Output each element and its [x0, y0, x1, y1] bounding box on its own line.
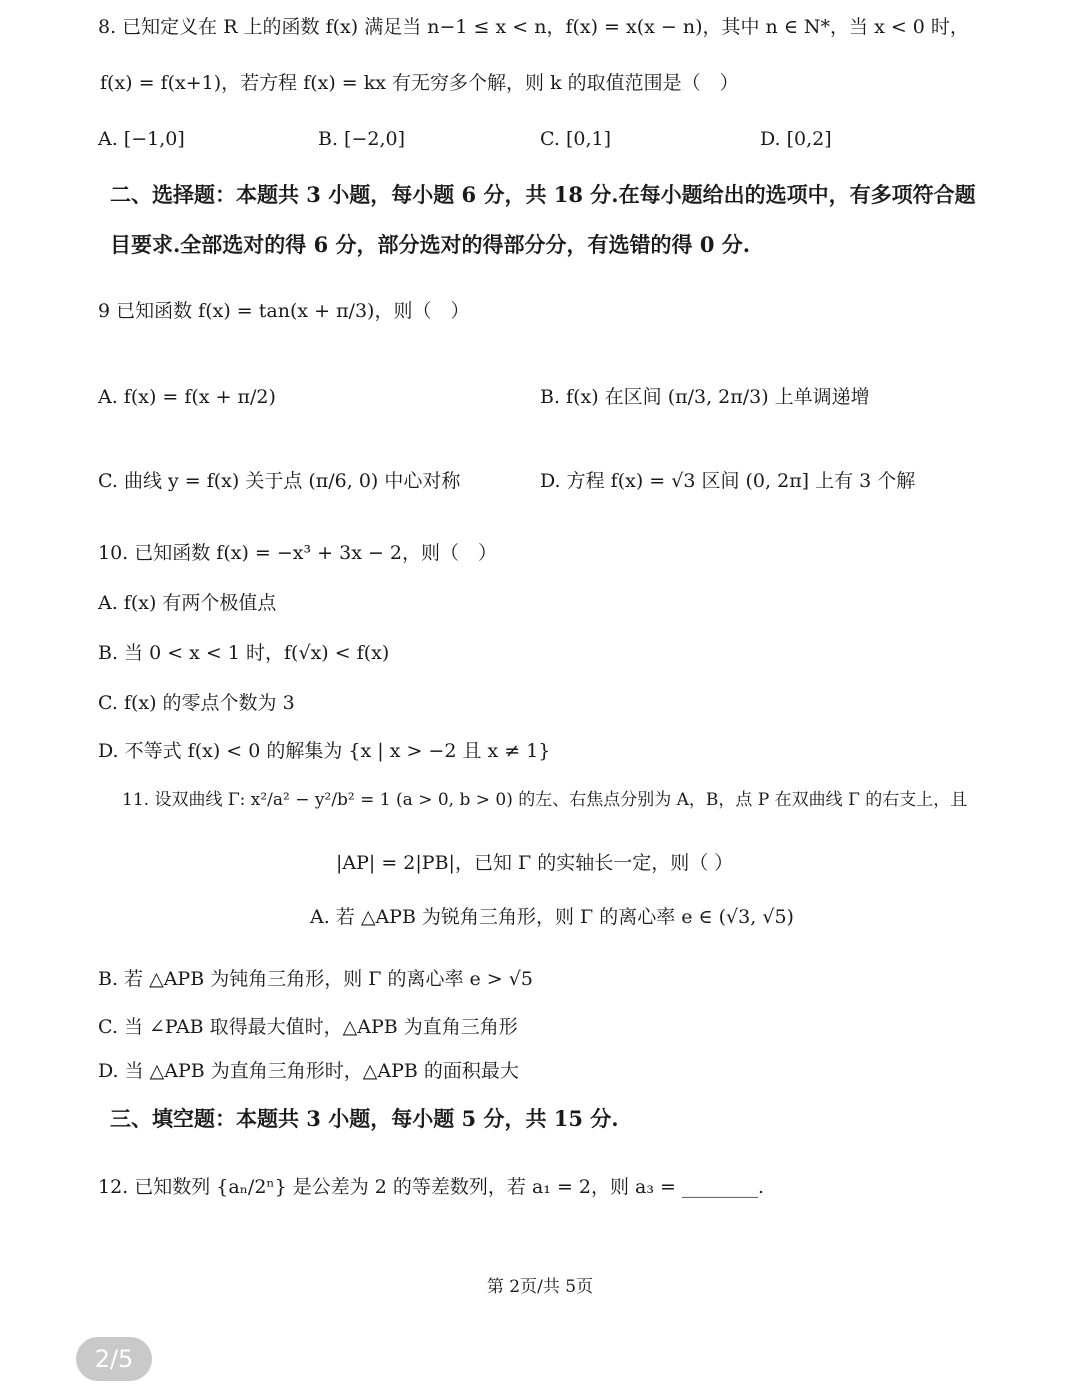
q11-option-d: D. 当 △APB 为直角三角形时，△APB 的面积最大 [98, 1060, 519, 1082]
section2-heading-line2: 目要求.全部选对的得 6 分，部分选对的得部分分，有选错的得 0 分. [110, 232, 751, 257]
q9-option-b: B. f(x) 在区间 (π/3, 2π/3) 上单调递增 [540, 386, 870, 408]
section3-heading: 三、填空题：本题共 3 小题，每小题 5 分，共 15 分. [110, 1106, 619, 1131]
q9-option-d: D. 方程 f(x) = √3 区间 (0, 2π] 上有 3 个解 [540, 470, 916, 492]
q12-stem: 12. 已知数列 {aₙ/2ⁿ} 是公差为 2 的等差数列，若 a₁ = 2，则 a₃ = ________. [98, 1176, 765, 1198]
q10-option-d: D. 不等式 f(x) < 0 的解集为 {x | x > −2 且 x ≠ 1} [98, 740, 551, 762]
q11-option-c: C. 当 ∠PAB 取得最大值时，△APB 为直角三角形 [98, 1016, 518, 1038]
q8-option-a: A. [−1,0] [98, 128, 185, 150]
q11-stem-line1: 11. 设双曲线 Γ: x²/a² − y²/b² = 1 (a > 0, b > 0) 的左、右焦点分别为 A，B，点 P 在双曲线 Γ 的右支上，且 [122, 790, 968, 810]
q8-option-d: D. [0,2] [760, 128, 832, 150]
q8-option-c: C. [0,1] [540, 128, 611, 150]
q8-option-b: B. [−2,0] [318, 128, 406, 150]
page-number-footer: 第 2页/共 5页 [486, 1277, 594, 1297]
q10-option-a: A. f(x) 有两个极值点 [98, 592, 277, 614]
page-indicator-badge[interactable]: 2/5 [76, 1337, 152, 1381]
q8-stem-line2: f(x) = f(x+1)，若方程 f(x) = kx 有无穷多个解，则 k 的取值范围是（ ） [100, 72, 739, 94]
q9-option-c: C. 曲线 y = f(x) 关于点 (π/6, 0) 中心对称 [98, 470, 461, 492]
section2-heading-line1: 二、选择题：本题共 3 小题，每小题 6 分，共 18 分.在每小题给出的选项中，有多项符合题 [110, 182, 976, 207]
q11-stem-line2: |AP| = 2|PB|，已知 Γ 的实轴长一定，则（ ） [336, 852, 734, 874]
q9-stem: 9 已知函数 f(x) = tan(x + π/3)，则（ ） [98, 300, 470, 322]
q10-stem: 10. 已知函数 f(x) = −x³ + 3x − 2，则（ ） [98, 542, 498, 564]
q10-option-c: C. f(x) 的零点个数为 3 [98, 692, 295, 714]
q8-stem-line1: 8. 已知定义在 R 上的函数 f(x) 满足当 n−1 ≤ x < n，f(x) = x(x − n)，其中 n ∈ N*，当 x < 0 时， [98, 16, 969, 38]
q9-option-a: A. f(x) = f(x + π/2) [98, 386, 276, 408]
q11-option-a: A. 若 △APB 为锐角三角形，则 Γ 的离心率 e ∈ (√3, √5) [310, 906, 794, 928]
q10-option-b: B. 当 0 < x < 1 时，f(√x) < f(x) [98, 642, 390, 664]
q11-option-b: B. 若 △APB 为钝角三角形，则 Γ 的离心率 e > √5 [98, 968, 533, 990]
